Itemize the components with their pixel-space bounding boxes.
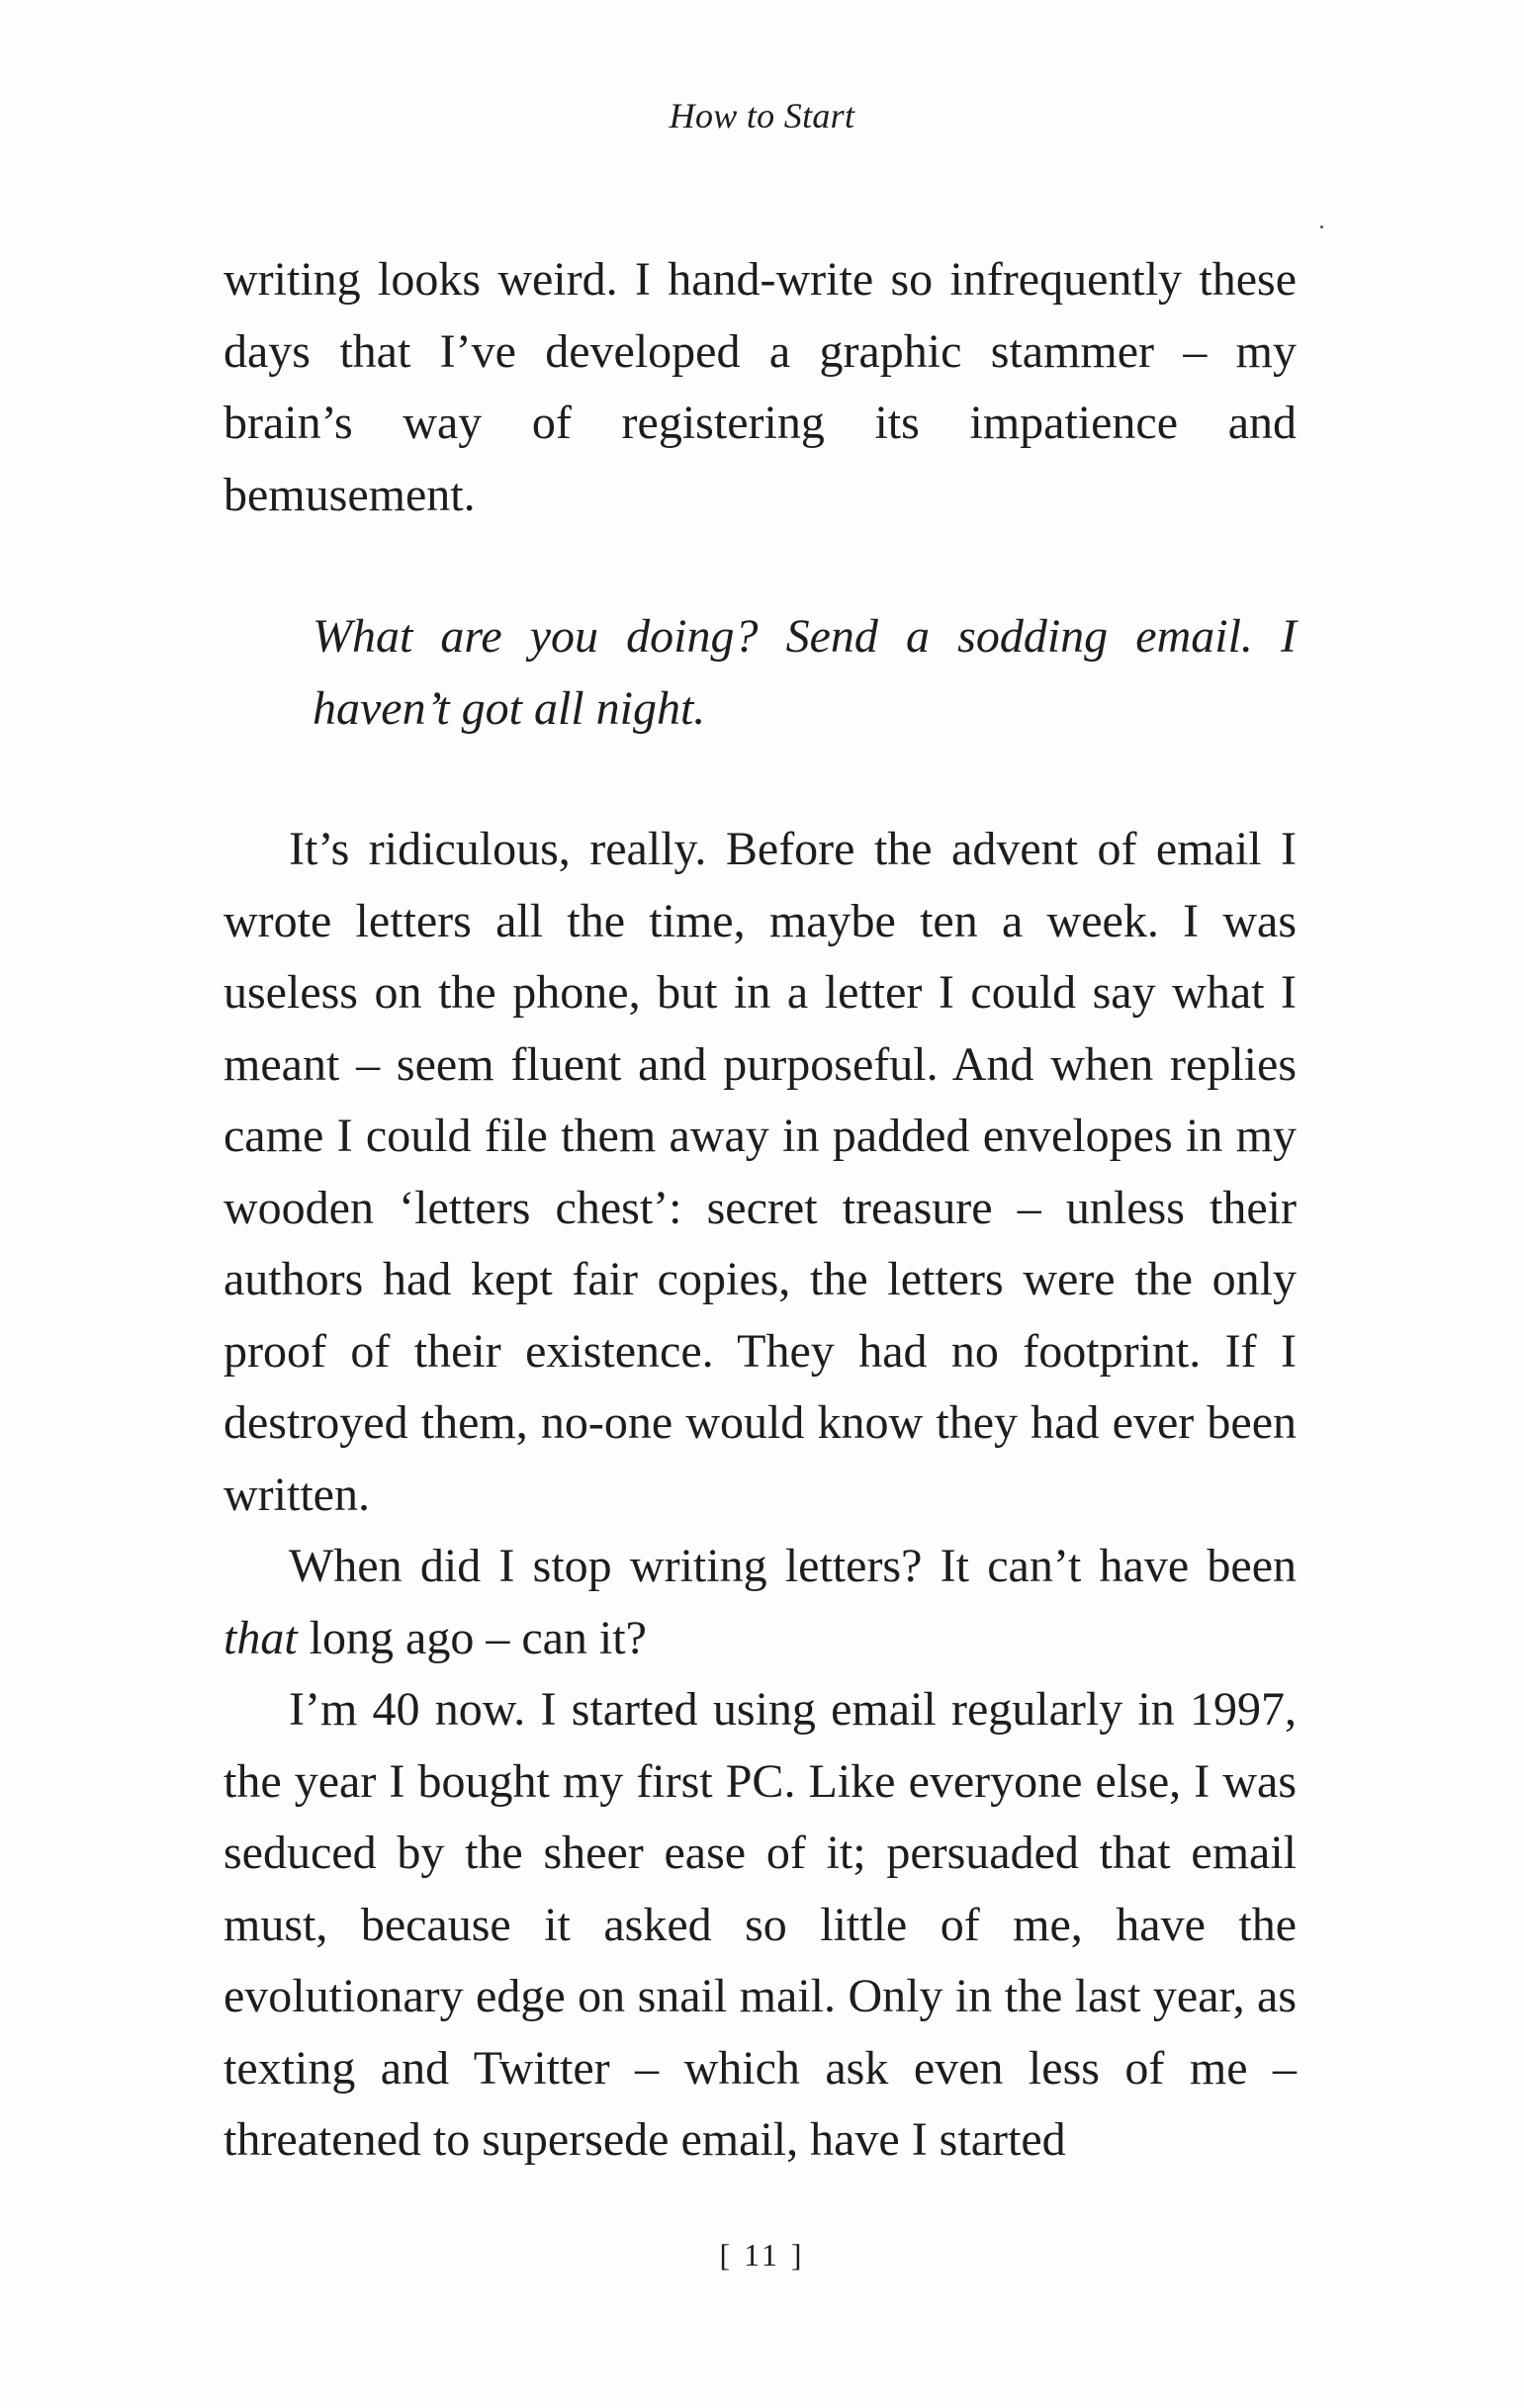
print-speck bbox=[1320, 225, 1323, 228]
paragraph-stop-writing bbox=[224, 1531, 1297, 1674]
paragraph-text-before: When did I stop writing letters? It can’t have been bbox=[289, 1540, 1297, 1592]
body-text-block-1 bbox=[224, 244, 1297, 531]
paragraph-letters: It’s ridiculous, really. Before the advent of email I wrote letters all the time, maybe ten a week. I was useless on the phone, but in a letter I could say what I meant – seem fluent and purposeful. And when replies came I could file them away in padded envelopes in my wooden ‘letters chest’: secret treasure – unless their authors had kept fair copies, the letters were the only proof of their existence. They had no footprint. If I destroyed them, no-one would know they had ever been written. bbox=[224, 823, 1297, 1521]
paragraph-continuation: writing looks weird. I hand-write so infrequently these days that I’ve developed a graphic stammer – my brain’s way of registering its impatience and bemusement. bbox=[224, 253, 1297, 521]
italic-quote: What are you doing? Send a sodding email. I haven’t got all night. bbox=[313, 610, 1297, 735]
body-text-block-2 bbox=[224, 814, 1297, 2177]
page-number: [ 11 ] bbox=[719, 2237, 805, 2273]
running-head: How to Start bbox=[669, 96, 855, 135]
paragraph-text-after: long ago – can it? bbox=[297, 1611, 647, 1664]
emphasis-text: that bbox=[224, 1611, 298, 1664]
italic-quote-block bbox=[313, 601, 1297, 745]
paragraph-email-history: I’m 40 now. I started using email regularly in 1997, the year I bought my first PC. Like everyone else, I was seduced by the sheer ease of it; persuaded that email must, because it asked so little of me, have the evolutionary edge on snail mail. Only in the last year, as texting and Twitter – which ask even less of me – threatened to supersede email, have I started bbox=[224, 1683, 1297, 2166]
